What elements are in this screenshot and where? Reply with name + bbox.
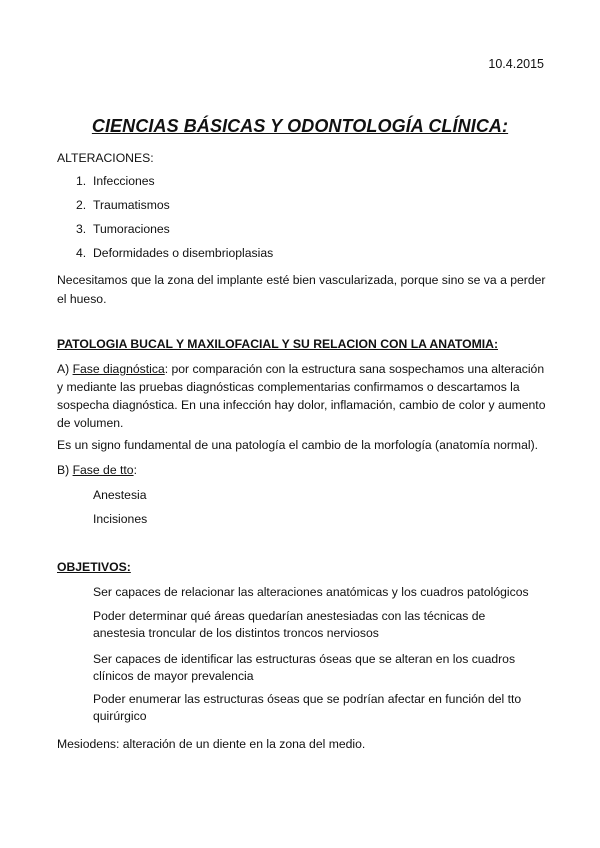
list-item: Ser capaces de relacionar las alteraciones anatómicas y los cuadros patológicos: [93, 585, 529, 599]
patologia-heading: PATOLOGIA BUCAL Y MAXILOFACIAL Y SU RELACION CON LA ANATOMIA:: [57, 337, 499, 351]
list-item: Anestesia: [93, 488, 147, 502]
mesiodens-note: Mesiodens: alteración de un diente en la zona del medio.: [57, 737, 366, 751]
list-item: Poder enumerar las estructuras óseas que se podrían afectar en función del tto quirúrgico: [93, 692, 522, 723]
list-item: Poder determinar qué áreas quedarían anestesiadas con las técnicas de anestesia troncular de los distintos troncos nerviosos: [93, 609, 486, 640]
fase-diagnostica-paragraph: A) Fase diagnóstica: por comparación con la estructura sana sospechamos una alteración y mediante las pruebas diagnósticas complementarias confirmamos o descartamos la sospecha diagnóstica. En una infección hay dolor, inflamación, cambio de color y aumento de volumen.: [57, 362, 546, 430]
fase-tto-line: B) Fase de tto:: [57, 463, 137, 477]
list-item: Ser capaces de identificar las estructuras óseas que se alteran en los cuadros clínicos de mayor prevalencia: [93, 652, 516, 683]
date: 10.4.2015: [488, 57, 544, 71]
list-item: 2. Traumatismos: [76, 198, 170, 212]
fase-tto-label: Fase de tto: [72, 463, 134, 477]
list-item: 3. Tumoraciones: [76, 222, 170, 236]
list-item: 4. Deformidades o disembrioplasias: [76, 246, 274, 260]
list-item: 1. Infecciones: [76, 174, 155, 188]
page-title: CIENCIAS BÁSICAS Y ODONTOLOGÍA CLÍNICA:: [91, 116, 509, 136]
signo-paragraph: Es un signo fundamental de una patología el cambio de la morfología (anatomía normal).: [57, 438, 539, 452]
implante-note: Necesitamos que la zona del implante esté bien vascularizada, porque sino se va a perder el hueso.: [57, 273, 546, 306]
objetivos-heading: OBJETIVOS:: [57, 560, 131, 574]
fase-diagnostica-label: Fase diagnóstica: [72, 362, 165, 376]
list-item: Incisiones: [93, 512, 148, 526]
alteraciones-label: ALTERACIONES:: [57, 151, 154, 165]
